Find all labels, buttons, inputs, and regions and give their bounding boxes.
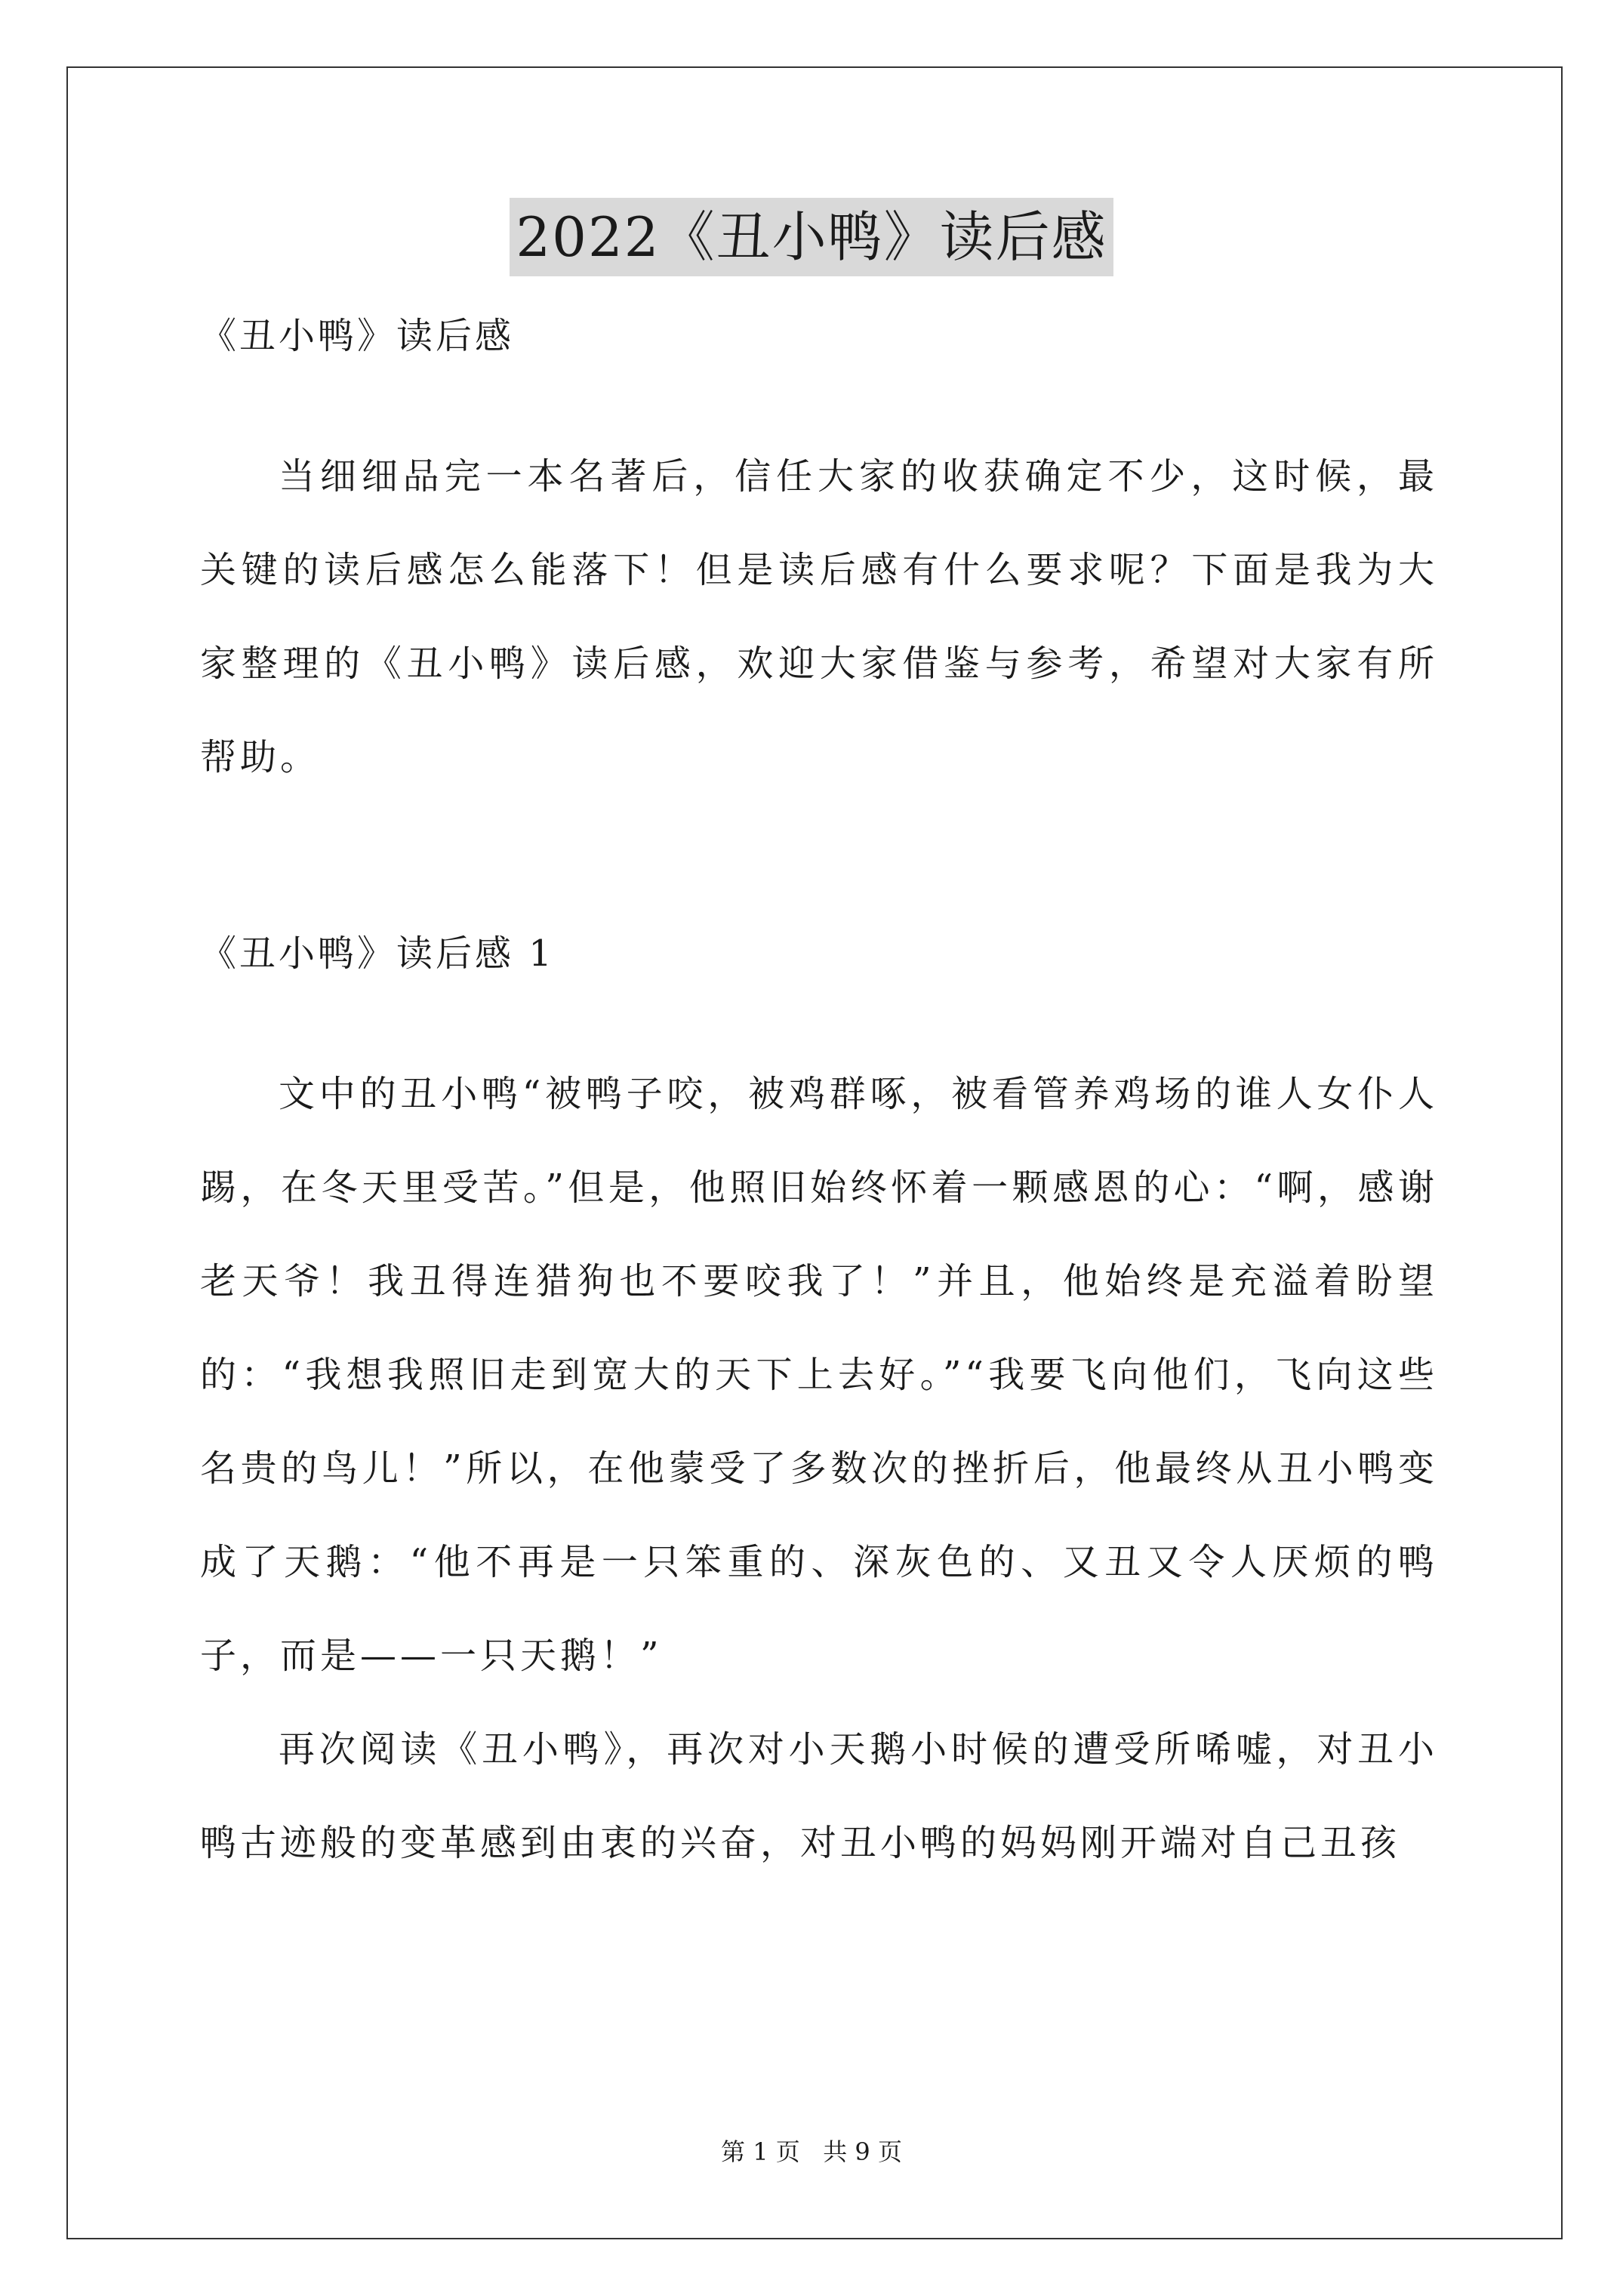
title-container [0,198,1623,276]
page-footer: 第 1 页 共 9 页 [721,2137,902,2166]
body-paragraph: 文中的丑小鸭“被鸭子咬，被鸡群啄，被看管养鸡场的谁人女仆人踢，在冬天里受苦。”但是，他照旧始终怀着一颗感恩的心：“啊，感谢老天爷！我丑得连猎狗也不要咬我了！”并且，他始终是充溢着盼望的：“我想我照旧走到宽大的天下上去好。”“我要飞向他们，飞向这些名贵的鸟儿！”所以，在他蒙受了多数次的挫折后，他最终从丑小鸭变成了天鹅：“他不再是一只笨重的、深灰色的、又丑又令人厌烦的鸭子，而是——一只天鹅！” [200,1073,1438,1677]
intro-heading: 《丑小鸭》读后感 [200,315,515,357]
body-paragraph: 再次阅读《丑小鸭》，再次对小天鹅小时候的遭受所唏嘘，对丑小鸭古迹般的变革感到由衷的兴奋，对丑小鸭的妈妈刚开端对自己丑孩 [200,1728,1438,1864]
document-title: 2022《丑小鸭》读后感 [510,198,1113,276]
intro-paragraph: 当细细品完一本名著后，信任大家的收获确定不少，这时候，最关键的读后感怎么能落下！但是读后感有什么要求呢？下面是我为大家整理的《丑小鸭》读后感，欢迎大家借鉴与参考，希望对大家有所帮助。 [200,455,1438,778]
document-body [200,306,1438,1890]
section-heading: 《丑小鸭》读后感 1 [200,932,555,975]
